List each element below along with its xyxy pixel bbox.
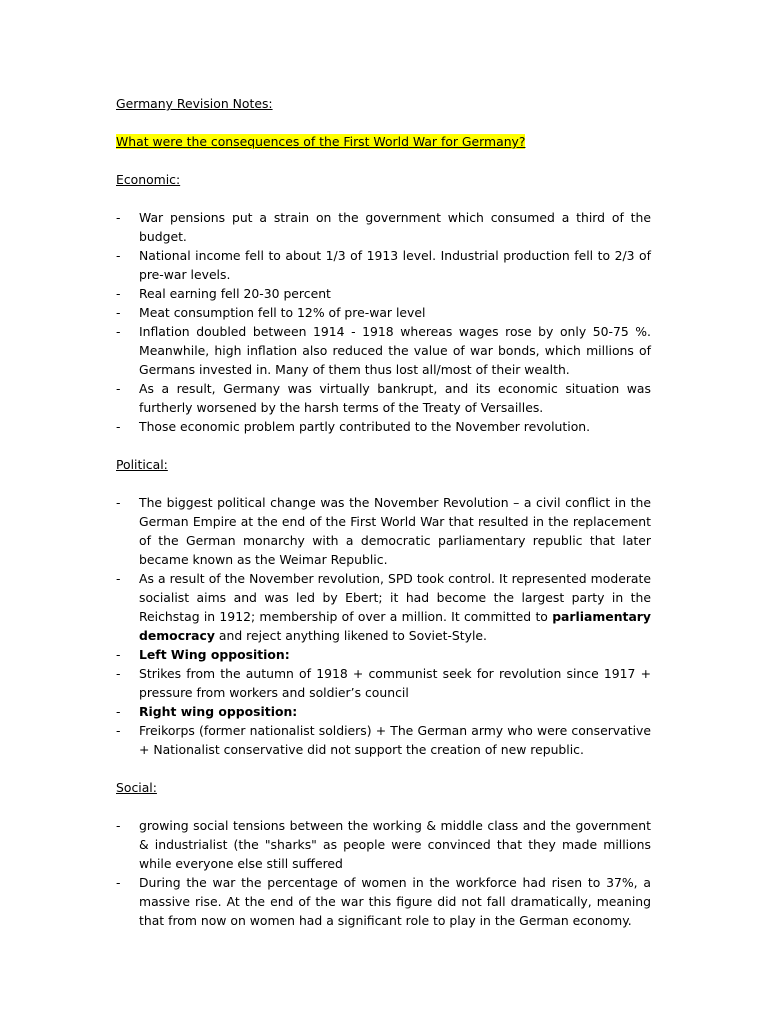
list-item	[116, 664, 651, 702]
list-item	[116, 721, 651, 759]
left-wing-label: Left Wing opposition:	[139, 647, 290, 662]
political-item-2a: As a result of the November revolution, SPD took control. It represented moderate socialist aims and was led by Ebert; it had become the largest party in the Reichstag in 1912; membership of over a million. It committed to	[139, 571, 651, 624]
political-item-1: The biggest political change was the November Revolution – a civil conflict in the German Empire at the end of the First World War that resulted in the replacement of the German monarchy with a democratic parliamentary republic that later became known as the Weimar Republic.	[139, 495, 651, 567]
political-item-2b: and reject anything likened to Soviet-Style.	[218, 628, 487, 643]
bullet-dash: -	[116, 647, 121, 662]
social-heading: Social:	[116, 780, 157, 795]
highlighted-question: What were the consequences of the First World War for Germany?	[116, 134, 526, 149]
economic-item-6: As a result, Germany was virtually bankrupt, and its economic situation was furtherly worsened by the harsh terms of the Treaty of Versailles.	[139, 381, 651, 415]
political-item-6: Freikorps (former nationalist soldiers) + The German army who were conservative + Nationalist conservative did not support the creation of new republic.	[139, 723, 651, 757]
list-item	[116, 873, 651, 930]
list-item	[116, 379, 651, 417]
bullet-dash: -	[116, 381, 121, 396]
social-list	[116, 816, 651, 930]
list-item	[116, 303, 651, 322]
list-item	[116, 246, 651, 284]
list-item	[116, 284, 651, 303]
document-body	[116, 94, 651, 949]
bullet-dash: -	[116, 666, 121, 681]
economic-item-5: Inflation doubled between 1914 - 1918 whereas wages rose by only 50-75 %. Meanwhile, high inflation also reduced the value of war bonds, which millions of Germans invested in. Many of them thus lost all/most of their wealth.	[139, 324, 651, 377]
list-item	[116, 645, 651, 664]
bullet-dash: -	[116, 286, 121, 301]
bullet-dash: -	[116, 248, 121, 263]
political-item-2-bold: parliamentary democracy	[139, 609, 651, 643]
list-item	[116, 493, 651, 569]
economic-list	[116, 208, 651, 436]
economic-heading: Economic:	[116, 172, 181, 187]
economic-item-7: Those economic problem partly contributed to the November revolution.	[139, 419, 591, 434]
economic-item-3: Real earning fell 20-30 percent	[139, 286, 331, 301]
bullet-dash: -	[116, 723, 121, 738]
bullet-dash: -	[116, 704, 121, 719]
bullet-dash: -	[116, 818, 121, 833]
social-item-1: growing social tensions between the working & middle class and the government & industrialist (the "sharks" as people were convinced that they made millions while everyone else still suffered	[139, 818, 651, 871]
political-heading: Political:	[116, 457, 168, 472]
list-item	[116, 816, 651, 873]
list-item	[116, 569, 651, 645]
document-title: Germany Revision Notes:	[116, 96, 273, 111]
question-heading	[116, 132, 651, 151]
bullet-dash: -	[116, 324, 121, 339]
list-item	[116, 208, 651, 246]
political-list	[116, 493, 651, 759]
bullet-dash: -	[116, 419, 121, 434]
list-item	[116, 417, 651, 436]
list-item	[116, 702, 651, 721]
economic-item-1: War pensions put a strain on the government which consumed a third of the budget.	[139, 210, 651, 244]
bullet-dash: -	[116, 571, 121, 586]
political-item-4: Strikes from the autumn of 1918 + communist seek for revolution since 1917 + pressure from workers and soldier’s council	[139, 666, 651, 700]
bullet-dash: -	[116, 210, 121, 225]
bullet-dash: -	[116, 875, 121, 890]
bullet-dash: -	[116, 305, 121, 320]
social-item-2: During the war the percentage of women in the workforce had risen to 37%, a massive rise. At the end of the war this figure did not fall dramatically, meaning that from now on women had a significant role to play in the German economy.	[139, 875, 651, 928]
list-item	[116, 322, 651, 379]
right-wing-label: Right wing opposition:	[139, 704, 298, 719]
bullet-dash: -	[116, 495, 121, 510]
economic-item-4: Meat consumption fell to 12% of pre-war level	[139, 305, 426, 320]
economic-item-2: National income fell to about 1/3 of 1913 level. Industrial production fell to 2/3 of pre-war levels.	[139, 248, 651, 282]
